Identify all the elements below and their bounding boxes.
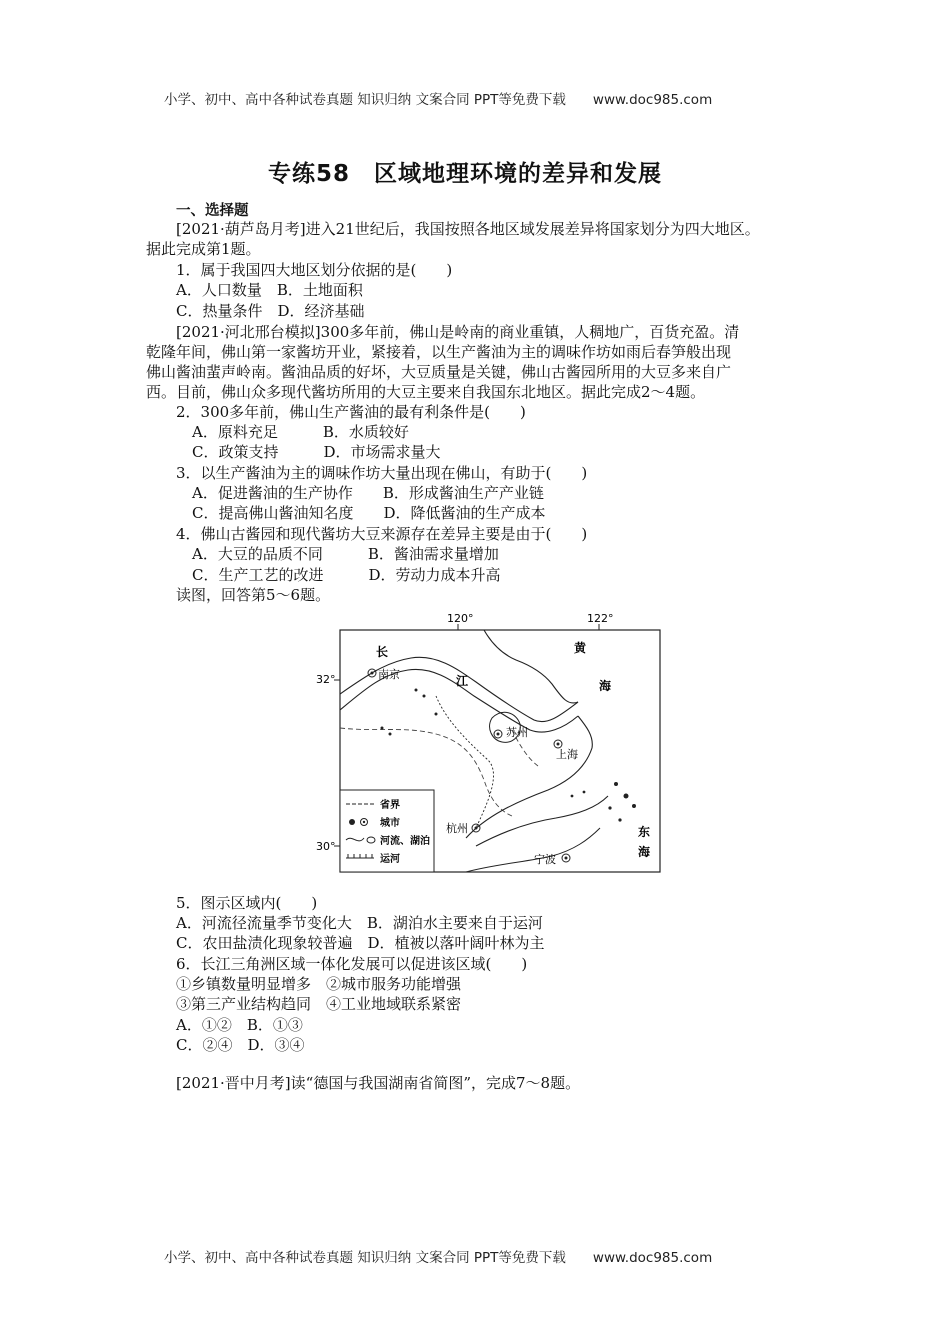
label-dong: 东	[638, 825, 651, 839]
question-4-options-cd: C．生产工艺的改进 D．劳动力成本升高	[192, 566, 501, 584]
intro-3: [2021·晋中月考]读“德国与我国湖南省简图”，完成7～8题。	[176, 1074, 581, 1092]
city-label-ningbo: 宁波	[534, 853, 556, 866]
question-6-statements-12: ①乡镇数量明显增多 ②城市服务功能增强	[176, 975, 462, 993]
label-hai-1: 海	[599, 679, 612, 693]
page-title: 专练58 区域地理环境的差异和发展	[268, 161, 663, 187]
legend-city: 城市	[380, 818, 400, 829]
question-6-statements-34: ③第三产业结构趋同 ④工业地域联系紧密	[176, 995, 462, 1013]
intro-2-line-1: [2021·河北邢台模拟]300多年前，佛山是岭南的商业重镇，人稠地广，百货充盈。清	[176, 323, 740, 341]
question-3: 3．以生产酱油为主的调味作坊大量出现在佛山，有助于( )	[176, 464, 588, 482]
intro-1-line-2: 据此完成第1题。	[146, 240, 261, 258]
page-header: 小学、初中、高中各种试卷真题 知识归纳 文案合同 PPT等免费下载 www.doc985.com	[164, 92, 713, 108]
legend-province-border: 省界	[380, 800, 400, 811]
city-label-suzhou: 苏州	[506, 726, 528, 739]
page-footer: 小学、初中、高中各种试卷真题 知识归纳 文案合同 PPT等免费下载 www.doc985.com	[164, 1250, 713, 1266]
question-6-options-cd: C．②④ D．③④	[176, 1036, 305, 1054]
question-2-options-ab: A．原料充足 B．水质较好	[192, 423, 409, 441]
question-3-options-cd: C．提高佛山酱油知名度 D．降低酱油的生产成本	[192, 504, 546, 522]
lat-label-32: 32°	[316, 673, 336, 686]
question-5: 5．图示区域内( )	[176, 894, 318, 912]
section-heading: 一、选择题	[176, 203, 249, 219]
label-jiang: 江	[456, 674, 469, 688]
intro-1-line-1: [2021·葫芦岛月考]进入21世纪后，我国按照各地区域发展差异将国家划分为四大地区。	[176, 220, 760, 238]
question-4-options-ab: A．大豆的品质不同 B．酱油需求量增加	[192, 545, 499, 563]
label-hai-2: 海	[638, 845, 651, 859]
question-3-options-ab: A．促进酱油的生产协作 B．形成酱油生产产业链	[192, 484, 544, 502]
lon-label-120: 120°	[447, 612, 474, 625]
city-label-nanjing: 南京	[378, 668, 400, 681]
question-6-options-ab: A．①② B．①③	[176, 1016, 303, 1034]
map-instruction: 读图，回答第5～6题。	[176, 586, 331, 604]
question-4: 4．佛山古酱园和现代酱坊大豆来源存在差异主要是由于( )	[176, 525, 588, 543]
lon-label-122: 122°	[587, 612, 614, 625]
question-1-options-cd: C．热量条件 D．经济基础	[176, 302, 365, 320]
city-label-hangzhou: 杭州	[446, 822, 468, 835]
lat-label-30: 30°	[316, 840, 336, 853]
intro-2-line-3: 佛山酱油蜚声岭南。酱油品质的好坏，大豆质量是关键，佛山古酱园所用的大豆多来自广	[146, 363, 732, 381]
question-5-options-ab: A．河流径流量季节变化大 B．湖泊水主要来自于运河	[176, 914, 543, 932]
yangtze-delta-map	[316, 610, 666, 878]
question-2-options-cd: C．政策支持 D．市场需求量大	[192, 443, 441, 461]
legend-canal: 运河	[380, 854, 400, 865]
question-5-options-cd: C．农田盐渍化现象较普遍 D．植被以落叶阔叶林为主	[176, 934, 545, 952]
intro-2-line-4: 西。目前，佛山众多现代酱坊所用的大豆主要来自我国东北地区。据此完成2～4题。	[146, 383, 706, 401]
question-1: 1．属于我国四大地区划分依据的是( )	[176, 261, 453, 279]
question-6: 6．长江三角洲区域一体化发展可以促进该区域( )	[176, 955, 528, 973]
intro-2-line-2: 乾隆年间，佛山第一家酱坊开业，紧接着，以生产酱油为主的调味作坊如雨后春笋般出现	[146, 343, 732, 361]
question-1-options-ab: A．人口数量 B．土地面积	[176, 281, 363, 299]
label-chang: 长	[376, 645, 389, 659]
question-2: 2．300多年前，佛山生产酱油的最有利条件是( )	[176, 403, 526, 421]
label-huang: 黄	[574, 641, 587, 655]
city-label-shanghai: 上海	[556, 748, 578, 761]
legend-river-lake: 河流、湖泊	[380, 836, 430, 847]
